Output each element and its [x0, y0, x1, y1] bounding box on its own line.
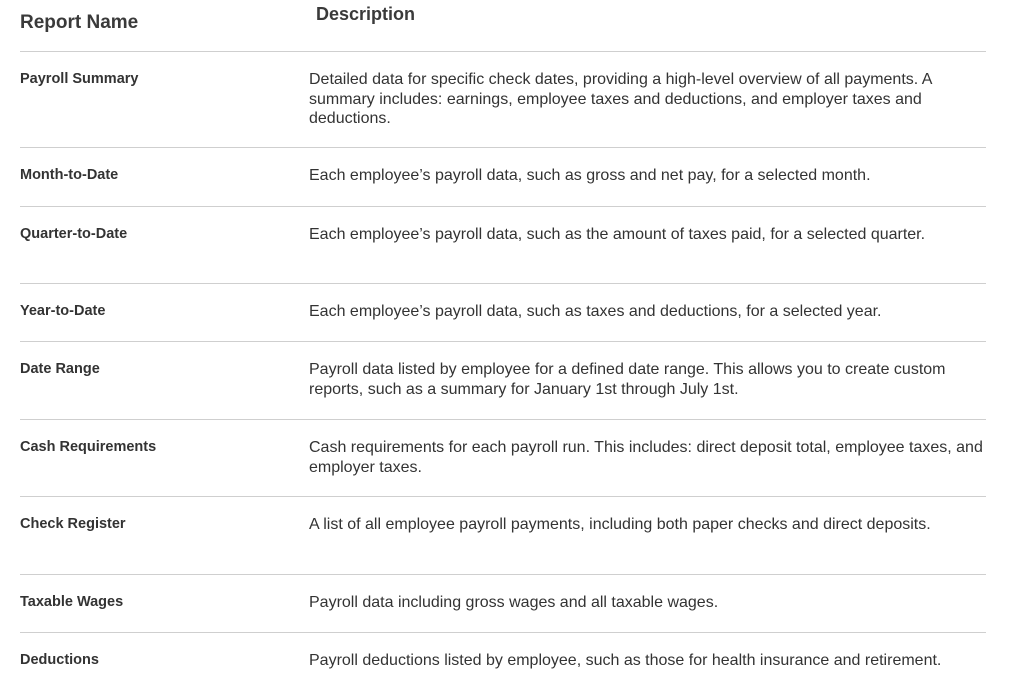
- table-row: [20, 497, 986, 575]
- report-name: Quarter-to-Date: [20, 226, 128, 242]
- report-description: Payroll data listed by employee for a defined date range. This allows you to create custom reports, such as a summary for January 1st through July 1st.: [309, 361, 946, 398]
- report-description: Each employee’s payroll data, such as taxes and deductions, for a selected year.: [309, 303, 882, 320]
- report-description: Each employee’s payroll data, such as the amount of taxes paid, for a selected quarter.: [309, 226, 926, 243]
- report-name-header: Report Name: [20, 12, 139, 33]
- table-row: [20, 420, 986, 497]
- report-name: Deductions: [20, 652, 99, 668]
- report-name: Taxable Wages: [20, 594, 124, 610]
- report-name: Payroll Summary: [20, 71, 139, 87]
- table-row: [20, 633, 986, 697]
- report-name: Year-to-Date: [20, 303, 106, 319]
- table-row: [20, 148, 986, 207]
- table-row: [20, 342, 986, 420]
- reports-table: [20, 0, 986, 697]
- report-name: Date Range: [20, 361, 100, 377]
- table-row: [20, 52, 986, 148]
- report-description: A list of all employee payroll payments, including both paper checks and direct deposits.: [309, 516, 931, 533]
- report-name: Month-to-Date: [20, 167, 119, 183]
- table-row: [20, 284, 986, 342]
- report-description: Detailed data for specific check dates, providing a high-level overview of all payments. A summary includes: earnings, employee taxes and deductions, and employer taxes and deductions.: [309, 71, 932, 127]
- report-name: Cash Requirements: [20, 439, 157, 455]
- report-name: Check Register: [20, 516, 126, 532]
- table-header: [20, 0, 986, 52]
- description-header: Description: [316, 4, 416, 24]
- table-row: [20, 207, 986, 284]
- report-description: Payroll deductions listed by employee, such as those for health insurance and retirement.: [309, 652, 942, 669]
- report-description: Each employee’s payroll data, such as gross and net pay, for a selected month.: [309, 167, 871, 184]
- report-description: Payroll data including gross wages and all taxable wages.: [309, 594, 719, 611]
- table-row: [20, 575, 986, 633]
- report-description: Cash requirements for each payroll run. This includes: direct deposit total, employee taxes, and employer taxes.: [309, 439, 983, 476]
